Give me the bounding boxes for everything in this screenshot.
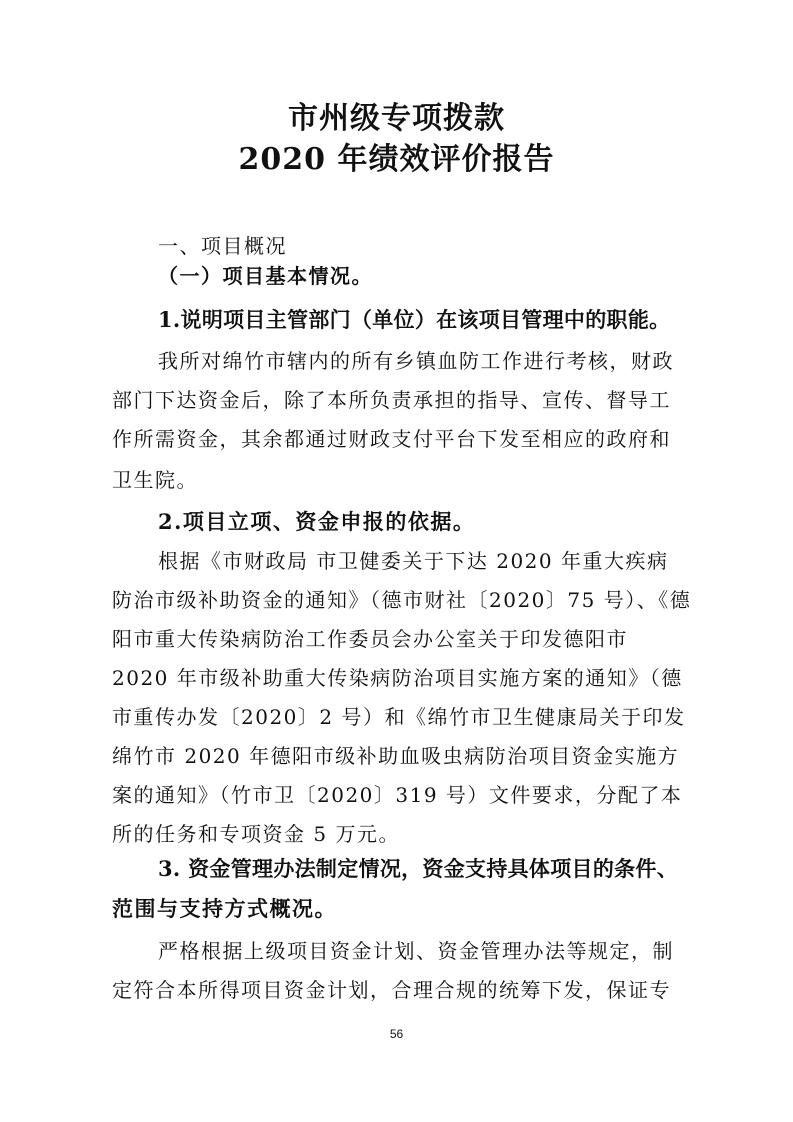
item-2-heading: 2.项目立项、资金申报的依据。 [158, 509, 476, 534]
item-1-heading: 1.说明项目主管部门（单位）在该项目管理中的职能。 [158, 307, 671, 332]
item-3-heading: 3. 资金管理办法制定情况，资金支持具体项目的条件、 [158, 856, 679, 881]
paragraph-line: 根据《市财政局 市卫健委关于下达 2020 年重大疾病 [158, 549, 669, 573]
paragraph-line: 防治市级补助资金的通知》（德市财社〔2020〕75 号）、《德 [112, 588, 692, 612]
paragraph-line: 卫生院。 [112, 468, 198, 492]
item-3-heading: 范围与支持方式概况。 [112, 896, 337, 921]
paragraph-line: 我所对绵竹市辖内的所有乡镇血防工作进行考核，财政 [158, 349, 674, 373]
document-title-line-2: 2020 年绩效评价报告 [238, 142, 555, 177]
section-heading: 一、项目概况 [158, 234, 287, 258]
paragraph-line: 阳市重大传染病防治工作委员会办公室关于印发德阳市 [112, 627, 628, 651]
paragraph-line: 所的任务和专项资金 5 万元。 [112, 822, 400, 846]
paragraph-line: 作所需资金，其余都通过财政支付平台下发至相应的政府和 [112, 427, 671, 451]
paragraph-line: 绵竹市 2020 年德阳市级补助血吸虫病防治项目资金实施方 [112, 744, 680, 768]
paragraph-line: 案的通知》（竹市卫〔2020〕319 号）文件要求，分配了本 [112, 783, 683, 807]
paragraph-line: 2020 年市级补助重大传染病防治项目实施方案的通知》（德 [112, 666, 683, 690]
paragraph-line: 严格根据上级项目资金计划、资金管理办法等规定，制 [158, 939, 674, 963]
subsection-heading: （一）项目基本情况。 [158, 264, 373, 288]
document-title-line-1: 市州级专项拨款 [288, 101, 505, 136]
paragraph-line: 市重传办发〔2020〕2 号）和《绵竹市卫生健康局关于印发 [112, 705, 686, 729]
paragraph-line: 部门下达资金后，除了本所负责承担的指导、宣传、督导工 [112, 388, 671, 412]
paragraph-line: 定符合本所得项目资金计划，合理合规的统筹下发，保证专 [112, 978, 671, 1002]
page-number: 56 [389, 1027, 404, 1041]
